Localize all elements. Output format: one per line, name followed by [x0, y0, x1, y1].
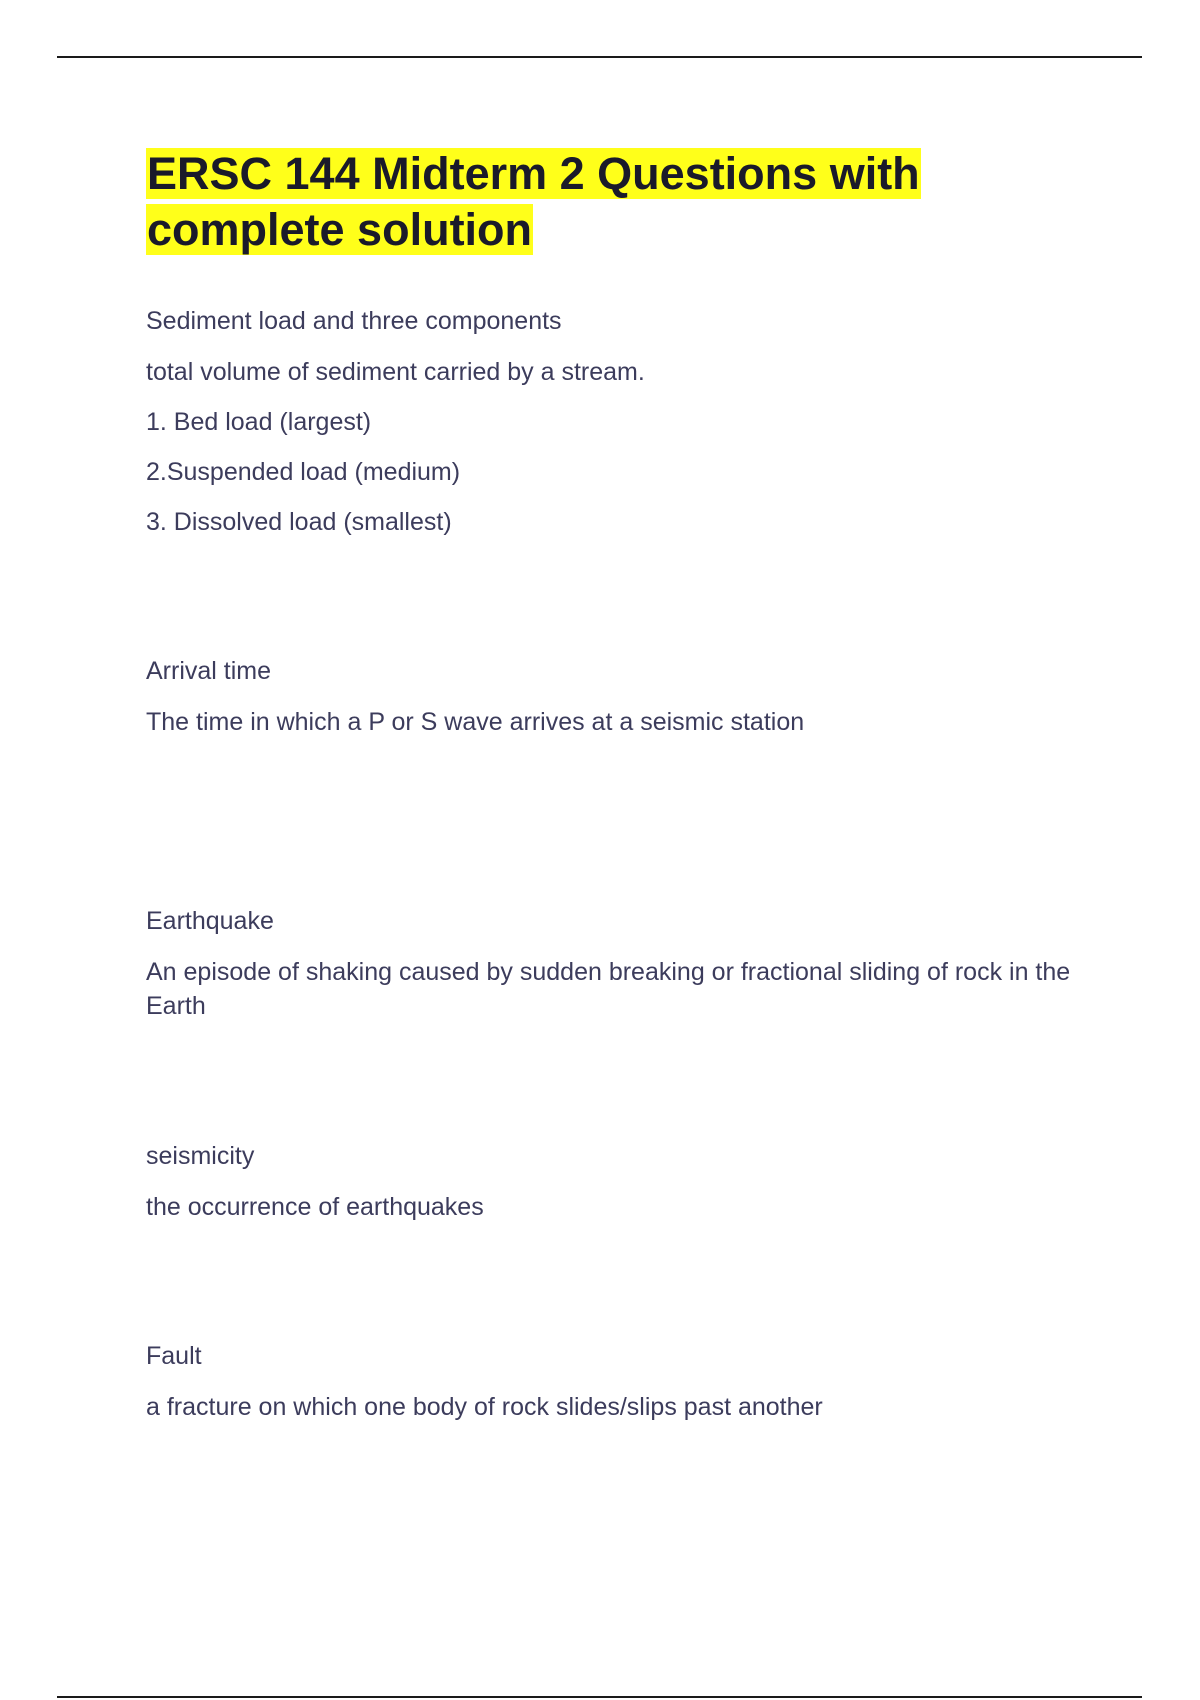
card-term: Arrival time [146, 657, 272, 685]
page-title [146, 146, 1086, 258]
card-answer-line: An episode of shaking caused by sudden breaking or fractional sliding of rock in the Earth [146, 958, 1071, 1020]
card-term: Sediment load and three components [146, 307, 562, 335]
card-answer-line: The time in which a P or S wave arrives at a seismic station [146, 708, 805, 736]
title-highlight: ERSC 144 Midterm 2 Questions with complete solution [147, 148, 920, 255]
card-term: seismicity [146, 1142, 255, 1170]
card-answer-line: the occurrence of earthquakes [146, 1193, 484, 1221]
card-answer-line: total volume of sediment carried by a stream. [146, 358, 645, 386]
card-answer-line: 2.Suspended load (medium) [146, 458, 461, 486]
card-answer-line: 1. Bed load (largest) [146, 408, 372, 436]
top-rule [57, 56, 1142, 58]
card-answer-line: a fracture on which one body of rock slides/slips past another [146, 1393, 823, 1421]
card-term: Fault [146, 1342, 202, 1370]
card-term: Earthquake [146, 907, 274, 935]
card-answer-line: 3. Dissolved load (smallest) [146, 508, 452, 536]
bottom-rule [57, 1696, 1142, 1698]
